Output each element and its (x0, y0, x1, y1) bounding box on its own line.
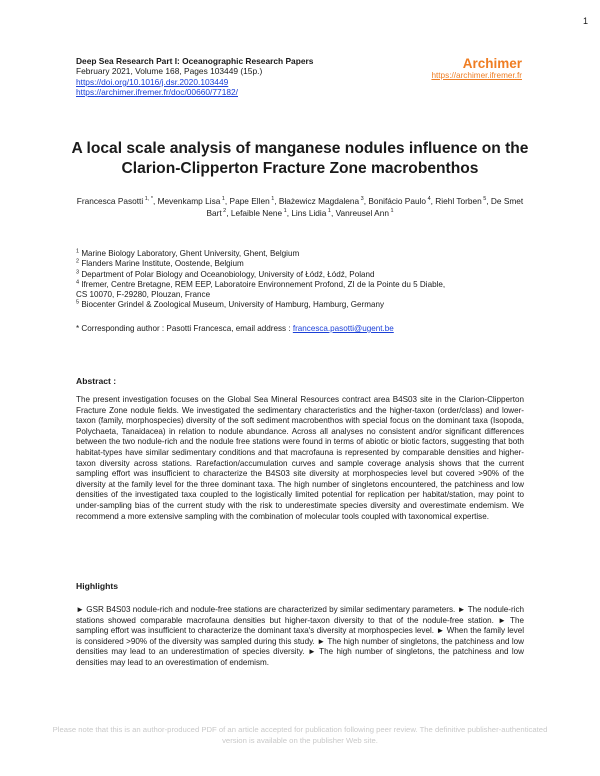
author-affiliation-mark: 1 (282, 207, 287, 214)
author-name: Pape Ellen (229, 196, 270, 206)
author-affiliation-mark: 3 (359, 196, 364, 203)
affiliation-text: Flanders Marine Institute, Oostende, Belgium (81, 259, 244, 269)
doi-link[interactable]: https://doi.org/10.1016/j.dsr.2020.103449 (76, 76, 229, 87)
abstract-heading: Abstract : (76, 376, 117, 386)
archimer-logo (431, 56, 522, 80)
author-name: Vanreusel Ann (335, 207, 389, 218)
author-affiliation-mark: 1 (388, 207, 394, 214)
author-name: Bonifácio Paulo (368, 196, 427, 206)
author-name: Błażewicz Magdalena (278, 196, 360, 206)
affiliation-text: Department of Polar Biology and Oceanobiology, University of Łódź, Łódź, Poland (81, 269, 375, 279)
highlights-text: ► GSR B4S03 nodule-rich and nodule-free stations are characterized by similar sedimentary parameters. ► The nodule-rich stations showed comparable macrofauna densities but higher-taxon diversity to that of the nodule-free station. ► The sampling effort was insufficient to characterize the dominant taxa's diversity at morphospecies level. ► When the family level is considered >90% of the diversity was sampled during this study. ► The high number of singletons, the patchiness and low densities may lead to an underestimation of species diversity. ► The high number of singletons, the patchiness and low densities may lead to an overestimation of endemism. (76, 605, 524, 667)
archimer-brand: Archimer (462, 56, 522, 71)
author-affiliation-mark: 4 (426, 196, 431, 203)
affiliation-number: 3 (76, 268, 80, 275)
author-name: Riehl Torben (435, 196, 482, 206)
footer-note: Please note that this is an author-produced PDF of an article accepted for publication following peer review. The definitive publisher-authenticated version is available on the publisher Web site. (52, 725, 548, 745)
archive-link[interactable]: https://archimer.ifremer.fr/doc/00660/77182/ (76, 87, 239, 98)
affiliation-item (76, 259, 536, 269)
journal-name: Deep Sea Research Part I: Oceanographic Research Papers (76, 56, 314, 66)
highlights-heading: Highlights (76, 581, 119, 591)
corresponding-label: * Corresponding author : Pasotti Francesca, email address : (76, 324, 293, 333)
author-name: Mevenkamp Lisa (157, 196, 221, 206)
affiliation-text: Ifremer, Centre Bretagne, REM EEP, Laboratoire Environnement Profond, ZI de la Pointe du 5 Diable, (81, 279, 446, 289)
author-name: Francesca Pasotti (76, 196, 144, 206)
affiliation-item (76, 249, 536, 259)
author-list: Francesca Pasotti $^{1, *}$, Mevenkamp Lisa $^1$, Pape Ellen $^1$, Błażewicz Magdalena $^3$, Bonifácio Paulo $^4$, Riehl Torben $^5$, De Smet Bart $^2$, Lefaible Nene $^1$, Lins Lidia $^1$, Vanreusel Ann $^1$ (76, 196, 524, 218)
archimer-link[interactable]: https://archimer.ifremer.fr (431, 71, 522, 80)
journal-info (76, 56, 313, 98)
author-name: Lins Lidia (291, 207, 327, 218)
author-name: Lefaible Nene (230, 207, 283, 218)
affiliation-item (76, 300, 536, 310)
author-affiliation-mark: 1 (326, 207, 331, 214)
author-affiliation-mark: 1 (220, 196, 225, 203)
author-affiliation-mark: 1 (269, 196, 275, 203)
affiliation-number: 2 (76, 258, 80, 265)
affiliation-number: 5 (76, 299, 80, 306)
affiliation-item (76, 270, 536, 280)
author-name: De Smet Bart (206, 196, 524, 218)
affiliation-text: Biocenter Grindel & Zoological Museum, University of Hamburg, Hamburg, Germany (81, 300, 385, 310)
journal-issue: February 2021, Volume 168, Pages 103449 (15p.) (76, 66, 263, 77)
affiliation-item (76, 290, 536, 300)
corresponding-author (76, 324, 394, 333)
author-affiliation-mark: 5 (481, 196, 487, 203)
affiliation-text: CS 10070, F-29280, Plouzan, France (76, 290, 211, 300)
author-affiliation-mark: 2 (221, 207, 227, 214)
affiliation-number: 1 (76, 248, 80, 255)
paper-title: A local scale analysis of manganese nodules influence on the Clarion-Clipperton Fracture Zone macrobenthos (71, 140, 529, 177)
page-number: 1 (582, 16, 588, 26)
affiliation-text: Marine Biology Laboratory, Ghent University, Ghent, Belgium (81, 249, 300, 258)
corresponding-email-link[interactable]: francesca.pasotti@ugent.be (292, 324, 394, 333)
affiliation-item (76, 280, 536, 290)
abstract-text: The present investigation focuses on the Global Sea Mineral Resources contract area B4S03 site in the Clarion-Clipperton Fracture Zone nodule fields. We investigated the sedimentary characteristics and the higher-taxon (order/class) and lower-taxon (family, morphospecies) diversity of the soft sediment macrobenthos with special focus on the dominant taxa (Isopoda, Polychaeta, Tanaidacea) in relation to nodule abundance. Across all analyses no consistent and/or significant differences between the two nodule-rich and the nodule free stations were found in terms of abiotic or biotic factors, suggesting that both habitat-types have similar sedimentary conditions and that macrofauna is represented by comparable densities and higher-taxon diversity across stations. Rarefaction/accumulation curves and sample coverage analysis shows that the current sampling effort was insufficient to characterize the B4S03 site diversity at morphospecies level but covered >90% of the diversity at the family level for the three dominant taxa. The high number of singletons encountered, the patchiness and low densities of the investigated taxa coupled to the logistically limited potential for replication per habitat/station, may point to under-sampling bias of the current study with the risk to underestimate species diversity and overestimate endemism. We recommend a more extensive sampling with the combination of molecular tools coupled with taxonomical expertise. (76, 395, 524, 521)
affiliations (76, 249, 536, 311)
affiliation-number: 4 (76, 279, 80, 286)
author-affiliation-mark: 1, * (143, 196, 153, 203)
